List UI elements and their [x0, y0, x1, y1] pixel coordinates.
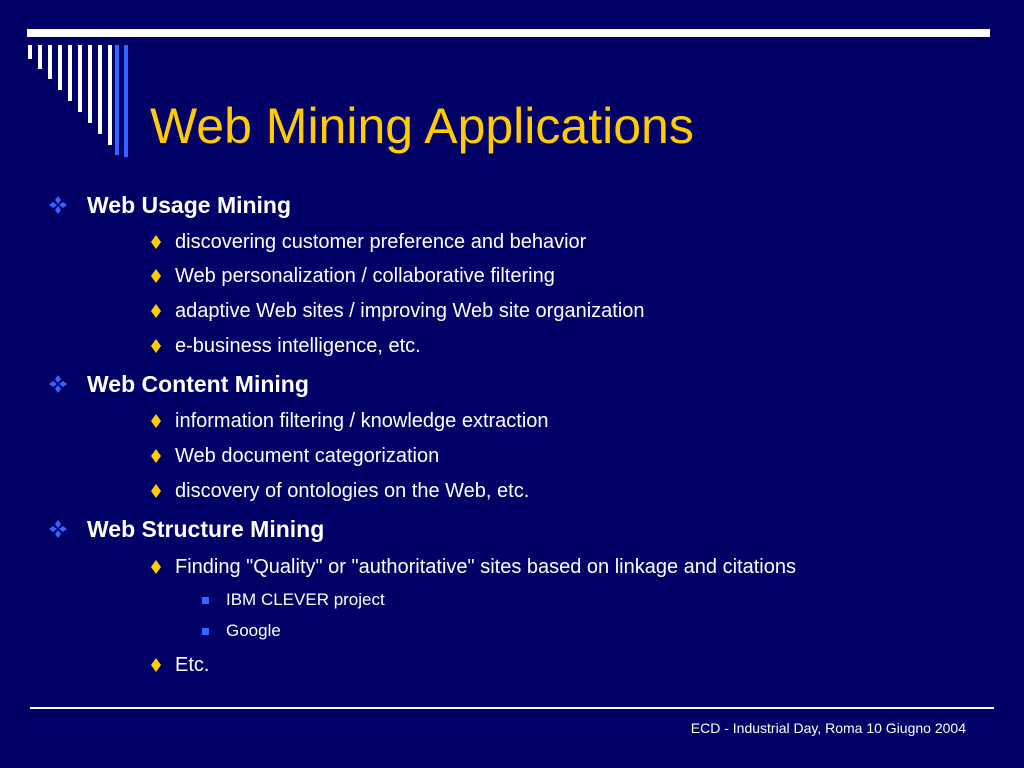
section-heading: Web Structure Mining: [87, 515, 325, 542]
diamond-bullet-icon: [151, 304, 161, 318]
diamond-bullet-icon: [151, 269, 161, 283]
list-item-label: adaptive Web sites / improving Web site organization: [175, 299, 645, 322]
bottom-rule: [30, 707, 994, 709]
section-web-usage-mining: [48, 190, 291, 220]
list-item-label: Finding "Quality" or "authoritative" sites based on linkage and citations: [175, 555, 796, 578]
square-bullet-icon: [202, 628, 209, 635]
list-item: [151, 407, 549, 435]
diamond-bullet-icon: [151, 235, 161, 249]
diamond-bullet-icon: [151, 484, 161, 498]
diamond-bullet-icon: [151, 339, 161, 353]
top-rule: [27, 29, 990, 37]
section-web-content-mining: [48, 369, 309, 399]
list-item: [151, 228, 586, 256]
list-item: [151, 262, 555, 290]
list-item: [151, 332, 421, 360]
list-item-label: Web document categorization: [175, 444, 440, 467]
diamond-bullet-icon: [151, 414, 161, 428]
footer-text: ECD - Industrial Day, Roma 10 Giugno 2004: [690, 720, 966, 736]
four-diamond-bullet-icon: [48, 195, 68, 215]
section-web-structure-mining: [48, 514, 324, 544]
sub-list-item-label: IBM CLEVER project: [226, 590, 385, 609]
list-item-label: discovering customer preference and behavior: [175, 230, 587, 253]
list-item: [151, 442, 439, 470]
decorative-bars-icon: [0, 0, 140, 170]
list-item-label: information filtering / knowledge extraction: [175, 409, 549, 432]
list-item-label: e-business intelligence, etc.: [175, 334, 421, 357]
section-heading: Web Usage Mining: [87, 191, 292, 218]
slide-footer: [0, 720, 970, 736]
square-bullet-icon: [202, 597, 209, 604]
diamond-bullet-icon: [151, 560, 161, 574]
section-heading: Web Content Mining: [87, 370, 309, 397]
diamond-bullet-icon: [151, 658, 161, 672]
list-item-label: Etc.: [175, 653, 210, 676]
list-item: [151, 297, 645, 325]
list-item: [151, 477, 529, 505]
diamond-bullet-icon: [151, 449, 161, 463]
sub-list-item: [202, 588, 385, 612]
four-diamond-bullet-icon: [48, 519, 68, 539]
list-item-label: discovery of ontologies on the Web, etc.: [175, 479, 530, 502]
list-item: [151, 553, 796, 581]
slide-title: Web Mining Applications: [150, 98, 694, 154]
sub-list-item: [202, 619, 281, 643]
four-diamond-bullet-icon: [48, 374, 68, 394]
list-item: [151, 651, 209, 679]
sub-list-item-label: Google: [226, 621, 281, 640]
list-item-label: Web personalization / collaborative filtering: [175, 264, 555, 287]
